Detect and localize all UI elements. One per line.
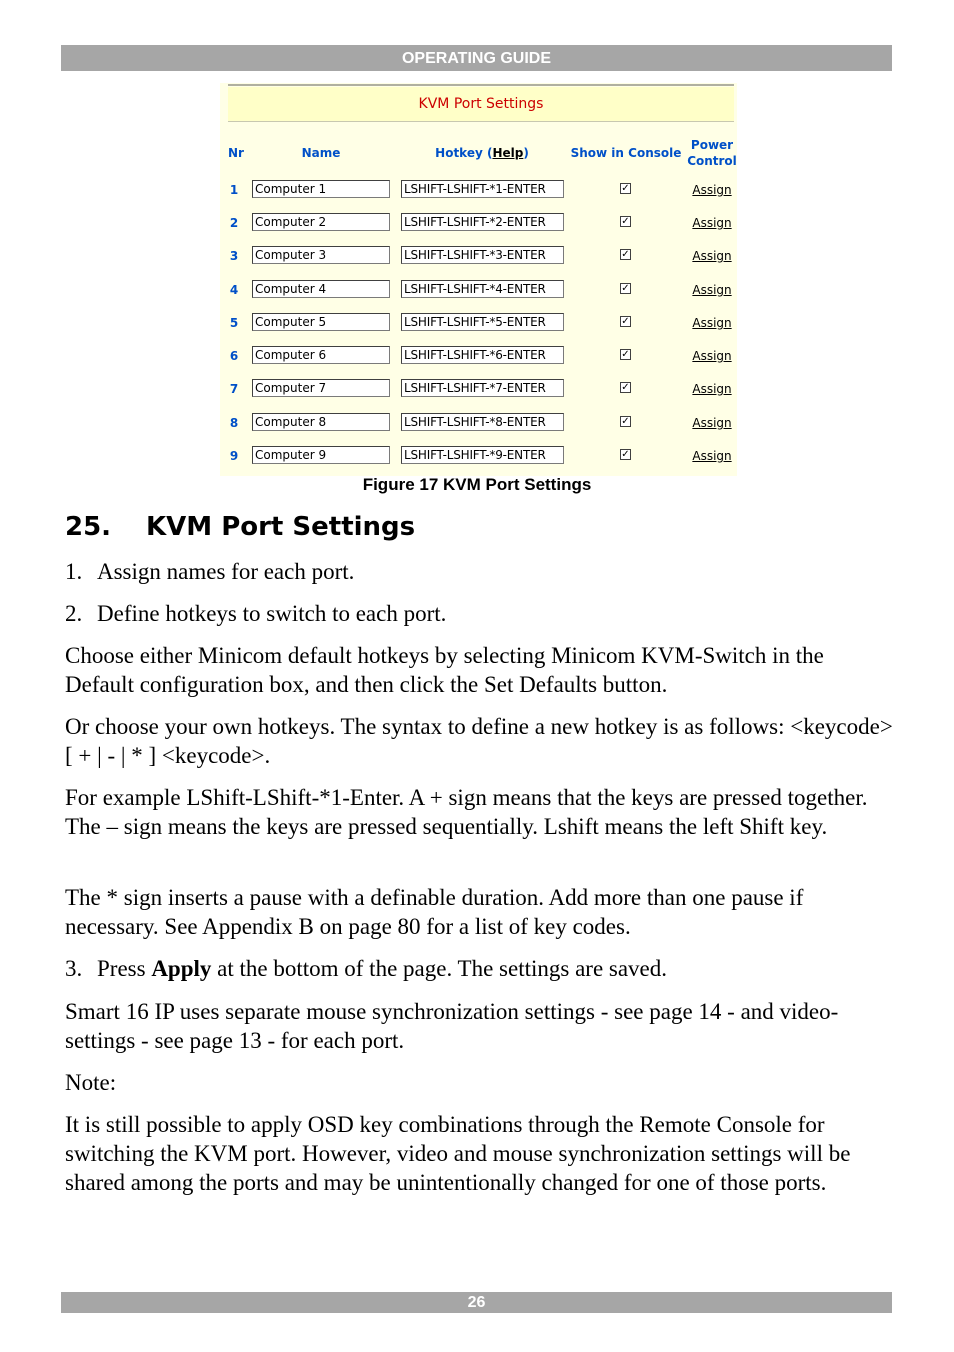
paragraph-example: For example LShift-LShift-*1-Enter. A + sign means that the keys are pressed together. The – sign means the keys are pressed sequentially. Lshift means the left Shift key.	[65, 785, 868, 839]
assign-power-link[interactable]: Assign	[692, 316, 732, 330]
step-number: 2.	[65, 601, 83, 626]
assign-power-link[interactable]: Assign	[692, 216, 732, 230]
port-number: 4	[229, 283, 239, 297]
show-in-console-checkbox[interactable]: ✓	[621, 449, 630, 460]
port-hotkey-input[interactable]: LSHIFT-LSHIFT-*7-ENTER	[401, 379, 564, 397]
port-row	[220, 413, 737, 446]
port-number: 1	[229, 183, 239, 197]
section-title: KVM Port Settings	[146, 512, 416, 542]
show-in-console-checkbox[interactable]: ✓	[621, 416, 630, 427]
hotkey-header-close: )	[523, 146, 529, 160]
port-number: 7	[229, 382, 239, 396]
port-name-input[interactable]: Computer 3	[252, 246, 390, 264]
assign-power-link[interactable]: Assign	[692, 416, 732, 430]
port-number: 3	[229, 249, 239, 263]
header-title: OPERATING GUIDE	[401, 50, 552, 67]
assign-power-link[interactable]: Assign	[692, 449, 732, 463]
page-number: 26	[467, 1294, 486, 1311]
paragraph-own-hotkeys: Or choose your own hotkeys. The syntax to define a new hotkey is as follows: <keycode> [ + | - | * ] <keycode>.	[65, 714, 893, 768]
port-number: 9	[229, 449, 239, 463]
paragraph-default-hotkeys: Choose either Minicom default hotkeys by selecting Minicom KVM-Switch in the Default configuration box, and then click the Set Defaults button.	[65, 643, 824, 697]
column-header-name: Name	[301, 146, 341, 160]
port-hotkey-input[interactable]: LSHIFT-LSHIFT-*9-ENTER	[401, 446, 564, 464]
section-heading	[65, 509, 415, 545]
step-text-post: at the bottom of the page. The settings are saved.	[211, 956, 668, 981]
port-name-input[interactable]: Computer 8	[252, 413, 390, 431]
port-row	[220, 246, 737, 279]
column-header-power-control	[684, 137, 740, 169]
figure-caption: Figure 17 KVM Port Settings	[362, 475, 592, 494]
hotkey-help-link[interactable]: Help	[492, 146, 524, 160]
step-3	[65, 954, 895, 983]
paragraph-note-label: Note:	[65, 1070, 117, 1095]
step-1	[65, 557, 895, 586]
kvm-port-settings-figure	[220, 83, 737, 476]
power-control-line1: Power	[690, 138, 734, 152]
figure-top-divider	[228, 84, 734, 86]
page-footer	[61, 1292, 892, 1313]
port-hotkey-input[interactable]: LSHIFT-LSHIFT-*2-ENTER	[401, 213, 564, 231]
show-in-console-checkbox[interactable]: ✓	[621, 316, 630, 327]
paragraph-pause: The * sign inserts a pause with a definable duration. Add more than one pause if necessary. See Appendix B on page 80 for a list of key codes.	[65, 885, 804, 939]
show-in-console-checkbox[interactable]: ✓	[621, 349, 630, 360]
port-number: 8	[229, 416, 239, 430]
port-row	[220, 313, 737, 346]
port-number: 2	[229, 216, 239, 230]
assign-power-link[interactable]: Assign	[692, 349, 732, 363]
step-text-bold: Apply	[151, 956, 212, 981]
column-header-show-in-console: Show in Console	[570, 146, 682, 160]
port-number: 5	[229, 316, 239, 330]
figure-title: KVM Port Settings	[228, 87, 734, 121]
port-row	[220, 346, 737, 379]
port-hotkey-input[interactable]: LSHIFT-LSHIFT-*1-ENTER	[401, 180, 564, 198]
step-number: 1.	[65, 559, 83, 584]
assign-power-link[interactable]: Assign	[692, 183, 732, 197]
show-in-console-checkbox[interactable]: ✓	[621, 382, 630, 393]
column-header-nr: Nr	[228, 146, 244, 160]
step-number: 3.	[65, 956, 83, 981]
port-name-input[interactable]: Computer 1	[252, 180, 390, 198]
hotkey-header-label: Hotkey (	[435, 146, 493, 160]
step-text: Define hotkeys to switch to each port.	[97, 601, 447, 626]
paragraph-note-text: It is still possible to apply OSD key combinations through the Remote Console for switching the KVM port. However, video and mouse synchronization settings will be shared among the ports and may be unintentionally changed for one of those ports.	[65, 1112, 851, 1195]
section-number: 25.	[65, 512, 112, 542]
step-text: Assign names for each port.	[97, 559, 355, 584]
show-in-console-checkbox[interactable]: ✓	[621, 216, 630, 227]
assign-power-link[interactable]: Assign	[692, 382, 732, 396]
assign-power-link[interactable]: Assign	[692, 283, 732, 297]
port-hotkey-input[interactable]: LSHIFT-LSHIFT-*8-ENTER	[401, 413, 564, 431]
port-row	[220, 180, 737, 213]
port-name-input[interactable]: Computer 6	[252, 346, 390, 364]
port-name-input[interactable]: Computer 5	[252, 313, 390, 331]
power-control-line2: Control	[687, 154, 737, 168]
port-row	[220, 379, 737, 412]
port-hotkey-input[interactable]: LSHIFT-LSHIFT-*3-ENTER	[401, 246, 564, 264]
show-in-console-checkbox[interactable]: ✓	[621, 249, 630, 260]
figure-title-divider	[228, 121, 734, 122]
port-hotkey-input[interactable]: LSHIFT-LSHIFT-*6-ENTER	[401, 346, 564, 364]
port-row	[220, 280, 737, 313]
step-text-pre: Press	[97, 956, 152, 981]
port-hotkey-input[interactable]: LSHIFT-LSHIFT-*5-ENTER	[401, 313, 564, 331]
step-2	[65, 599, 895, 628]
port-hotkey-input[interactable]: LSHIFT-LSHIFT-*4-ENTER	[401, 280, 564, 298]
port-number: 6	[229, 349, 239, 363]
port-name-input[interactable]: Computer 2	[252, 213, 390, 231]
column-header-hotkey	[420, 145, 544, 161]
page-header	[61, 45, 892, 71]
assign-power-link[interactable]: Assign	[692, 249, 732, 263]
show-in-console-checkbox[interactable]: ✓	[621, 183, 630, 194]
port-name-input[interactable]: Computer 7	[252, 379, 390, 397]
paragraph-mouse-sync: Smart 16 IP uses separate mouse synchronization settings - see page 14 - and video-settings - see page 13 - for each port.	[65, 999, 839, 1053]
port-name-input[interactable]: Computer 4	[252, 280, 390, 298]
port-name-input[interactable]: Computer 9	[252, 446, 390, 464]
show-in-console-checkbox[interactable]: ✓	[621, 283, 630, 294]
port-row	[220, 213, 737, 246]
